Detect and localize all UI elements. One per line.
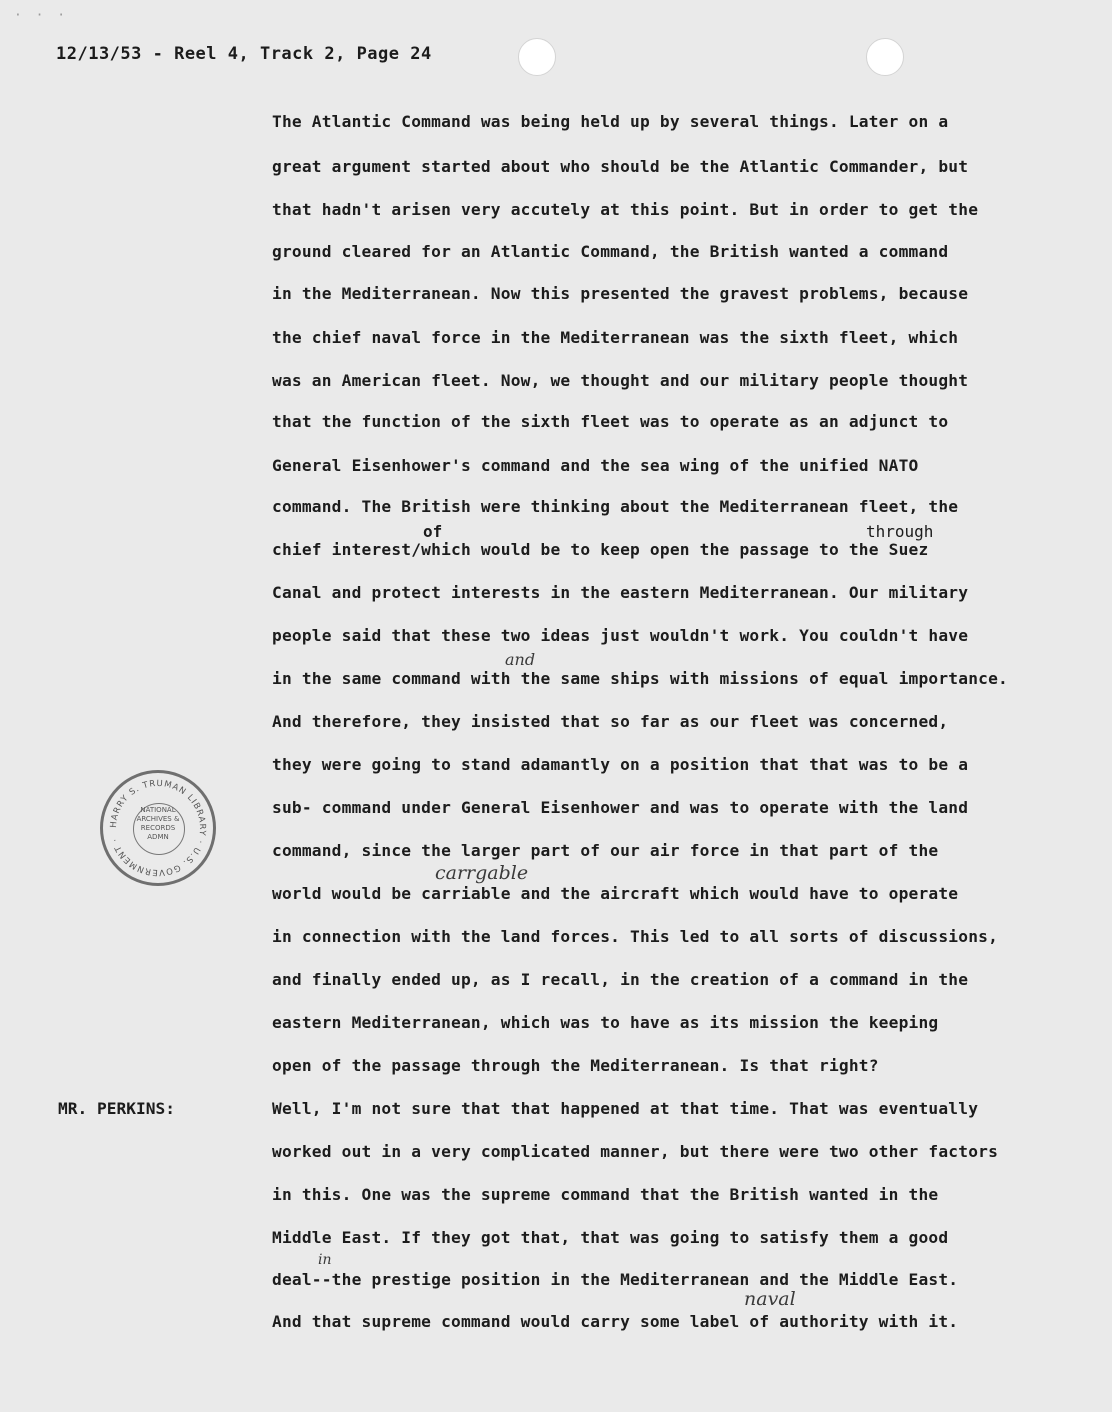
- handwritten-carrgable: carrgable: [435, 862, 529, 884]
- body-line: great argument started about who should be the Atlantic Commander, but: [272, 157, 969, 176]
- stamp-line: ADMN: [147, 833, 169, 841]
- punch-hole-left: [518, 38, 556, 76]
- body-line: And therefore, they insisted that so far as our fleet was concerned,: [272, 712, 949, 731]
- body-line: and finally ended up, as I recall, in the creation of a command in the: [272, 970, 969, 989]
- body-line: in connection with the land forces. This led to all sorts of discussions,: [272, 927, 999, 946]
- perkins-line: in this. One was the supreme command that the British wanted in the: [272, 1185, 939, 1204]
- body-line: open of the passage through the Mediterranean. Is that right?: [272, 1056, 879, 1075]
- body-line: ground cleared for an Atlantic Command, the British wanted a command: [272, 242, 949, 261]
- body-line: in the same command with the same ships with missions of equal importance.: [272, 669, 1008, 688]
- archive-stamp: [100, 770, 216, 886]
- body-line: that hadn't arisen very accutely at this point. But in order to get the: [272, 200, 979, 219]
- perkins-line: Middle East. If they got that, that was going to satisfy them a good: [272, 1228, 949, 1247]
- perkins-line: Well, I'm not sure that that happened at that time. That was eventually: [272, 1099, 979, 1118]
- perkins-line: deal--the prestige position in the Mediterranean and the Middle East.: [272, 1270, 959, 1289]
- body-line: was an American fleet. Now, we thought and our military people thought: [272, 371, 969, 390]
- insert-through: through: [866, 522, 934, 541]
- handwritten-and: and: [505, 650, 536, 669]
- body-line: they were going to stand adamantly on a position that that was to be a: [272, 755, 969, 774]
- body-line: eastern Mediterranean, which was to have as its mission the keeping: [272, 1013, 939, 1032]
- page-header: 12/13/53 - Reel 4, Track 2, Page 24: [56, 44, 432, 64]
- speaker-label: MR. PERKINS:: [58, 1099, 175, 1118]
- body-line: chief interest/which would be to keep open the passage to the Suez: [272, 540, 929, 559]
- body-line: world would be carriable and the aircraft which would have to operate: [272, 884, 959, 903]
- perkins-line: And that supreme command would carry some label of authority with it.: [272, 1312, 959, 1331]
- body-line: sub- command under General Eisenhower and was to operate with the land: [272, 798, 969, 817]
- stamp-ring-text: HARRY S. TRUMAN LIBRARY · U.S. GOVERNMENT ·: [108, 778, 208, 878]
- stamp-line: ARCHIVES &: [136, 815, 180, 823]
- body-line: the chief naval force in the Mediterranean was the sixth fleet, which: [272, 328, 959, 347]
- punch-hole-right: [866, 38, 904, 76]
- stamp-line: RECORDS: [140, 824, 176, 832]
- body-line: The Atlantic Command was being held up by several things. Later on a: [272, 112, 949, 131]
- stamp-line: NATIONAL: [140, 806, 176, 814]
- body-line: General Eisenhower's command and the sea wing of the unified NATO: [272, 456, 919, 475]
- handwritten-in: in: [318, 1252, 332, 1268]
- perkins-line: worked out in a very complicated manner, but there were two other factors: [272, 1142, 999, 1161]
- body-line: that the function of the sixth fleet was to operate as an adjunct to: [272, 412, 949, 431]
- body-line: command, since the larger part of our air force in that part of the: [272, 841, 939, 860]
- handwritten-naval: naval: [744, 1288, 796, 1310]
- body-line: in the Mediterranean. Now this presented the gravest problems, because: [272, 284, 969, 303]
- body-line: people said that these two ideas just wouldn't work. You couldn't have: [272, 626, 969, 645]
- insert-of: of: [423, 522, 443, 541]
- corner-smudge: · · ·: [14, 8, 69, 23]
- body-line: Canal and protect interests in the eastern Mediterranean. Our military: [272, 583, 969, 602]
- body-line: command. The British were thinking about the Mediterranean fleet, the: [272, 497, 959, 516]
